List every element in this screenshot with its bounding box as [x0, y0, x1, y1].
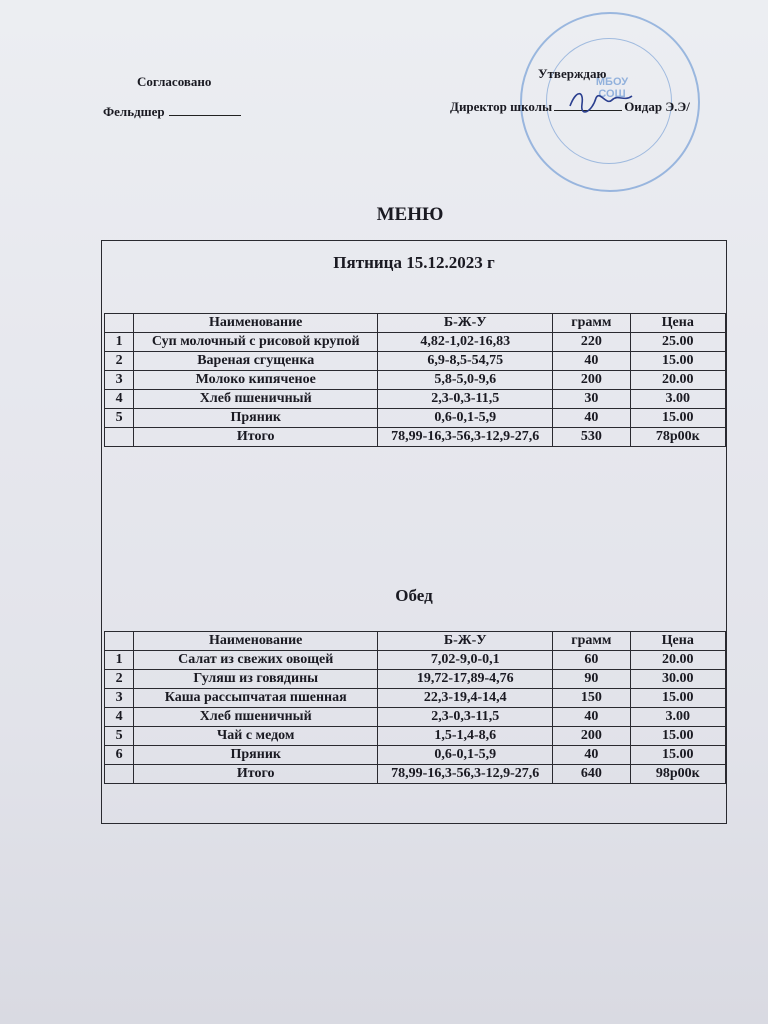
col-price: Цена [630, 314, 725, 333]
row-bju: 4,82-1,02-16,83 [378, 333, 553, 352]
total-num [105, 765, 134, 784]
total-num [105, 428, 134, 447]
table-row [105, 670, 726, 689]
row-gram: 220 [553, 333, 630, 352]
col-price: Цена [630, 632, 725, 651]
row-num: 3 [105, 371, 134, 390]
col-num [105, 314, 134, 333]
table-row [105, 371, 726, 390]
menu-frame [101, 240, 727, 824]
total-bju: 78,99-16,3-56,3-12,9-27,6 [378, 428, 553, 447]
handwritten-signature [566, 84, 636, 118]
row-gram: 30 [553, 390, 630, 409]
row-gram: 90 [553, 670, 630, 689]
row-gram: 150 [553, 689, 630, 708]
col-bju: Б-Ж-У [378, 632, 553, 651]
row-num: 2 [105, 352, 134, 371]
row-price: 20.00 [630, 651, 725, 670]
row-name: Хлеб пшеничный [134, 390, 378, 409]
row-name: Салат из свежих овощей [134, 651, 378, 670]
row-name: Суп молочный с рисовой крупой [134, 333, 378, 352]
paramedic-signature-line [103, 104, 241, 120]
row-bju: 1,5-1,4-8,6 [378, 727, 553, 746]
table-row [105, 746, 726, 765]
page-title: МЕНЮ [376, 204, 444, 225]
row-price: 3.00 [630, 390, 725, 409]
approve-label: Утверждаю [538, 66, 607, 81]
row-price: 30.00 [630, 670, 725, 689]
row-bju: 6,9-8,5-54,75 [378, 352, 553, 371]
total-gram: 530 [553, 428, 630, 447]
row-name: Вареная сгущенка [134, 352, 378, 371]
row-bju: 7,02-9,0-0,1 [378, 651, 553, 670]
col-name: Наименование [134, 632, 378, 651]
row-gram: 200 [553, 727, 630, 746]
table-row [105, 333, 726, 352]
signature-blank [169, 104, 241, 116]
col-gram: грамм [553, 314, 630, 333]
row-gram: 60 [553, 651, 630, 670]
row-bju: 19,72-17,89-4,76 [378, 670, 553, 689]
row-name: Молоко кипяченое [134, 371, 378, 390]
row-price: 15.00 [630, 352, 725, 371]
row-name: Хлеб пшеничный [134, 708, 378, 727]
row-num: 6 [105, 746, 134, 765]
table-row [105, 409, 726, 428]
row-gram: 40 [553, 708, 630, 727]
total-label: Итого [134, 765, 378, 784]
total-gram: 640 [553, 765, 630, 784]
table-row [105, 708, 726, 727]
agreed-label: Согласовано [137, 74, 212, 89]
row-bju: 22,3-19,4-14,4 [378, 689, 553, 708]
row-bju: 2,3-0,3-11,5 [378, 390, 553, 409]
table-row [105, 689, 726, 708]
day-title: Пятница 15.12.2023 г [333, 253, 495, 272]
table-header-row [105, 314, 726, 333]
paramedic-label: Фельдшер [103, 104, 165, 119]
table-row [105, 390, 726, 409]
col-gram: грамм [553, 632, 630, 651]
breakfast-table [104, 313, 726, 447]
row-price: 3.00 [630, 708, 725, 727]
table-row [105, 651, 726, 670]
col-bju: Б-Ж-У [378, 314, 553, 333]
stamp-text: МБОУ СОШ [595, 76, 629, 100]
row-num: 5 [105, 409, 134, 428]
lunch-title: Обед [395, 586, 433, 605]
row-price: 15.00 [630, 689, 725, 708]
table-row [105, 352, 726, 371]
row-gram: 200 [553, 371, 630, 390]
row-bju: 0,6-0,1-5,9 [378, 746, 553, 765]
director-label: Директор школы [450, 99, 553, 114]
col-num [105, 632, 134, 651]
row-name: Пряник [134, 409, 378, 428]
row-num: 5 [105, 727, 134, 746]
table-row [105, 727, 726, 746]
col-name: Наименование [134, 314, 378, 333]
row-name: Гуляш из говядины [134, 670, 378, 689]
row-bju: 5,8-5,0-9,6 [378, 371, 553, 390]
row-num: 4 [105, 708, 134, 727]
row-gram: 40 [553, 746, 630, 765]
row-name: Чай с медом [134, 727, 378, 746]
row-price: 15.00 [630, 727, 725, 746]
row-price: 20.00 [630, 371, 725, 390]
lunch-table [104, 631, 726, 784]
row-num: 4 [105, 390, 134, 409]
row-num: 3 [105, 689, 134, 708]
row-num: 2 [105, 670, 134, 689]
row-bju: 2,3-0,3-11,5 [378, 708, 553, 727]
table-header-row [105, 632, 726, 651]
row-num: 1 [105, 651, 134, 670]
row-bju: 0,6-0,1-5,9 [378, 409, 553, 428]
total-row [105, 428, 726, 447]
row-price: 15.00 [630, 746, 725, 765]
total-bju: 78,99-16,3-56,3-12,9-27,6 [378, 765, 553, 784]
row-num: 1 [105, 333, 134, 352]
total-price: 98р00к [630, 765, 725, 784]
row-name: Пряник [134, 746, 378, 765]
row-gram: 40 [553, 409, 630, 428]
total-price: 78р00к [630, 428, 725, 447]
total-label: Итого [134, 428, 378, 447]
row-price: 15.00 [630, 409, 725, 428]
director-name: Оидар Э.Э/ [624, 99, 690, 114]
row-name: Каша рассыпчатая пшенная [134, 689, 378, 708]
total-row [105, 765, 726, 784]
row-price: 25.00 [630, 333, 725, 352]
row-gram: 40 [553, 352, 630, 371]
